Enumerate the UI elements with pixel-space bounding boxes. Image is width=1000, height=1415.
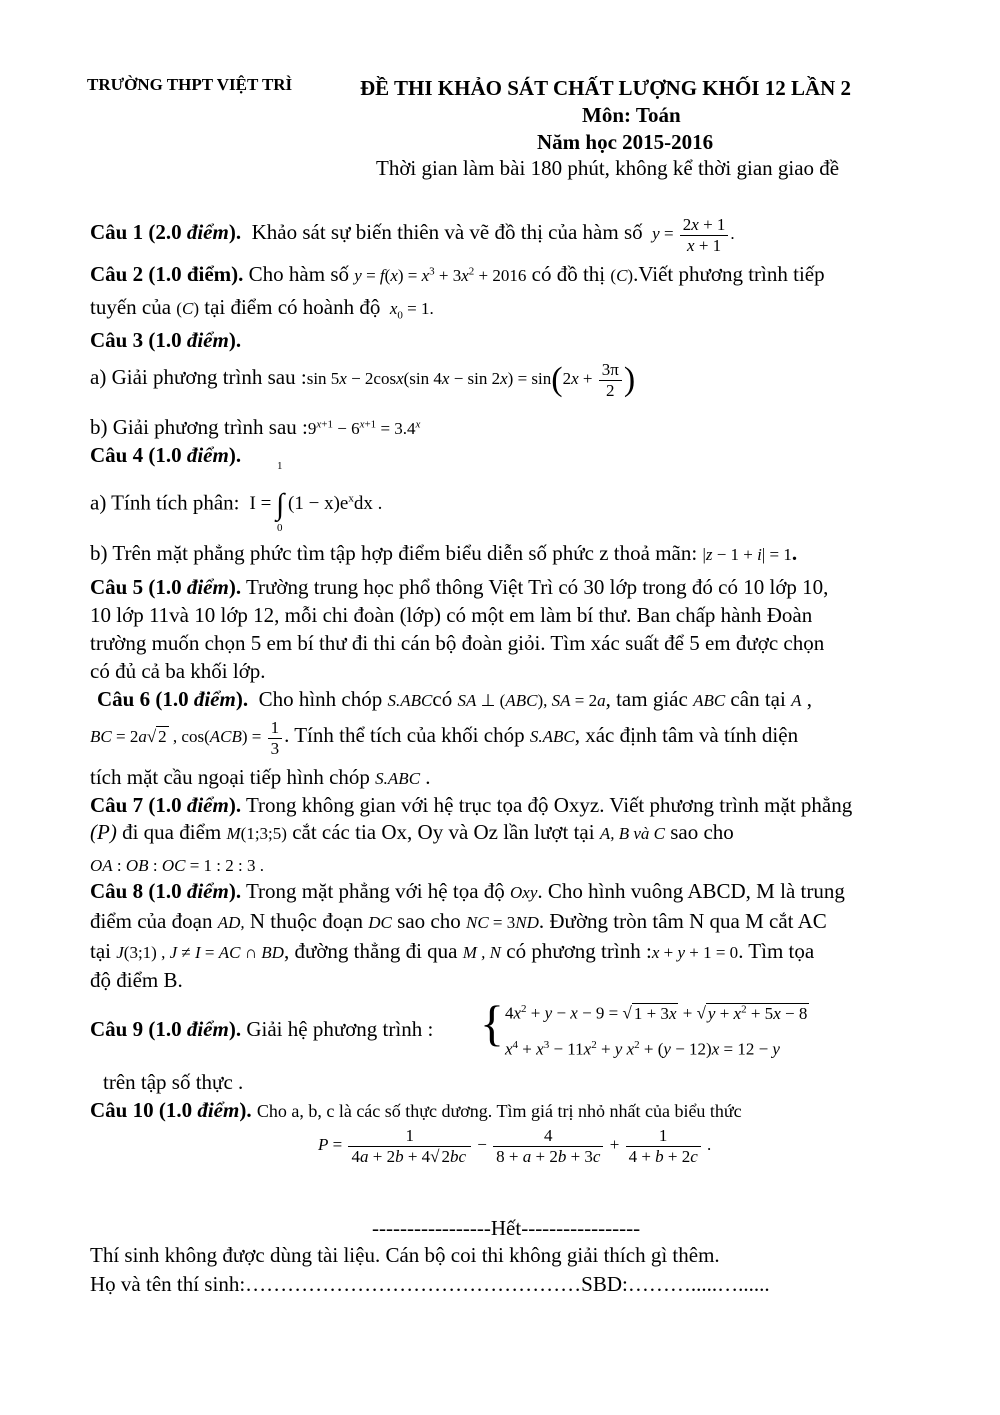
question-6-line3: tích mặt cầu ngoại tiếp hình chóp S.ABC . bbox=[90, 765, 431, 789]
question-5-line4: có đủ cả ba khối lớp. bbox=[90, 659, 266, 683]
question-7: Câu 7 (1.0 điểm). Trong không gian với hệ trục tọa độ Oxyz. Viết phương trình mặt phẳng bbox=[90, 793, 853, 817]
question-3: Câu 3 (1.0 điểm). bbox=[90, 328, 242, 352]
question-3a: a) Giải phương trình sau :sin 5x − 2cosx(sin 4x − sin 2x) = sin(2x + $\frac{3\pi}{2}$ ) bbox=[90, 360, 636, 400]
exam-subject: Môn: Toán bbox=[582, 103, 681, 127]
exam-time: Thời gian làm bài 180 phút, không kể thời gian giao đề bbox=[376, 156, 840, 180]
candidate-info: Họ và tên thí sinh:…………………………………………SBD:……….....…...... bbox=[90, 1272, 770, 1296]
footer-note: Thí sinh không được dùng tài liệu. Cán bộ coi thi không giải thích gì thêm. bbox=[90, 1243, 720, 1267]
question-4b: b) Trên mặt phẳng phức tìm tập hợp điểm biểu diễn số phức z thoả mãn: |z − 1 + i| = 1. bbox=[90, 541, 798, 565]
system-eq-2: $x^4 + x^3 - 11x^2 + y$ $x^2 + (y - 12)x = 12 - y$ bbox=[505, 1039, 780, 1059]
question-7-line3: OA : OB : OC = 1 : 2 : 3 . bbox=[90, 856, 264, 875]
question-6: Câu 6 (1.0 điểm). Cho hình chóp S.ABCcó SA ⊥ (ABC), SA = 2a, tam giác ABC cân tại A , bbox=[97, 687, 812, 711]
question-5-line3: trường muốn chọn 5 em bí thư đi thi cán bộ đoàn giỏi. Tìm xác suất để 5 em được chọn bbox=[90, 631, 825, 655]
school-name: TRƯỜNG THPT VIỆT TRÌ bbox=[87, 75, 293, 94]
q1-formula: y = $\frac{2x + 1}{x + 1}$ . bbox=[652, 215, 735, 255]
exam-title: ĐỀ THI KHẢO SÁT CHẤT LƯỢNG KHỐI 12 LẦN 2 bbox=[360, 76, 852, 100]
question-9: Câu 9 (1.0 điểm). Giải hệ phương trình : bbox=[90, 1017, 434, 1041]
question-8: Câu 8 (1.0 điểm). Trong mặt phẳng với hệ tọa độ Oxy. Cho hình vuông ABCD, M là trung bbox=[90, 879, 845, 903]
question-5: Câu 5 (1.0 điểm). Trường trung học phổ thông Việt Trì có 30 lớp trong đó có 10 lớp 10, bbox=[90, 575, 829, 599]
question-2-cont: tuyến của (C) tại điểm có hoành độ $x_0 = 1$. bbox=[90, 295, 434, 322]
question-7-line2: (P) đi qua điểm M(1;3;5) cắt các tia Ox, Oy và Oz lần lượt tại A, B và C sao cho bbox=[90, 820, 734, 844]
question-10: Câu 10 (1.0 điểm). Cho a, b, c là các số thực dương. Tìm giá trị nhỏ nhất của biểu thức bbox=[90, 1098, 742, 1122]
question-3b: b) Giải phương trình sau $:9^{x+1} - 6^{x+1} = 3.4^x$ bbox=[90, 415, 421, 439]
question-8-line4: độ điểm B. bbox=[90, 968, 183, 992]
question-4: Câu 4 (1.0 điểm). bbox=[90, 443, 242, 467]
question-5-line2: 10 lớp 11và 10 lớp 12, mỗi chi đoàn (lớp) có một em làm bí thư. Ban chấp hành Đoàn bbox=[90, 603, 813, 627]
q1-text: Khảo sát sự biến thiên và vẽ đồ thị của hàm số bbox=[251, 219, 643, 244]
question-8-line3: tại J(3;1) , J ≠ I = AC ∩ BD, đường thẳng đi qua M , N có phương trình :x + y + 1 = 0. Tìm tọa bbox=[90, 939, 815, 963]
question-2: Câu 2 (1.0 điểm). Cho hàm số $y = f(x) = x^3 + 3x^2 + 2016$ có đồ thị (C).Viết phương trình tiếp bbox=[90, 262, 825, 286]
question-4a: a) Tính tích phân: I = 1 ∫ 0 $(1 - x)e^xdx$ . bbox=[90, 460, 383, 534]
q10-expression: P = $\frac{1}{4a + 2b + 4√ 2bc}$ − $\frac{4}{8 + a + 2b + 3c}$ + $\frac{1}{4 + b + 2c}$ . bbox=[318, 1126, 712, 1166]
question-9-line2: trên tập số thực . bbox=[103, 1070, 244, 1094]
end-marker: -----------------Hết----------------- bbox=[372, 1216, 641, 1240]
question-6-line2: BC = 2a√ 2 , cos(ACB) = $\frac{1}{3}$ . Tính thể tích của khối chóp S.ABC, xác định tâm và tính diện bbox=[90, 718, 799, 758]
system-eq-1: $4x^2 + y - x - 9$ = √ 1 + 3x + √ $y + x^2 + 5x - 8$ bbox=[505, 1003, 808, 1023]
q2-function: $y = f(x) = x^3 + 3x^2 + 2016$ bbox=[354, 265, 527, 285]
exam-year: Năm học 2015-2016 bbox=[537, 130, 714, 154]
question-8-line2: điểm của đoạn AD, N thuộc đoạn DC sao cho NC = 3ND. Đường tròn tâm N qua M cắt AC bbox=[90, 909, 827, 933]
system-brace: { bbox=[480, 995, 504, 1051]
question-1: Câu 1 (2.0 điểm). Khảo sát sự biến thiên và vẽ đồ thị của hàm số y = $\frac{2x + 1}{x + 1}$ . bbox=[90, 215, 735, 255]
